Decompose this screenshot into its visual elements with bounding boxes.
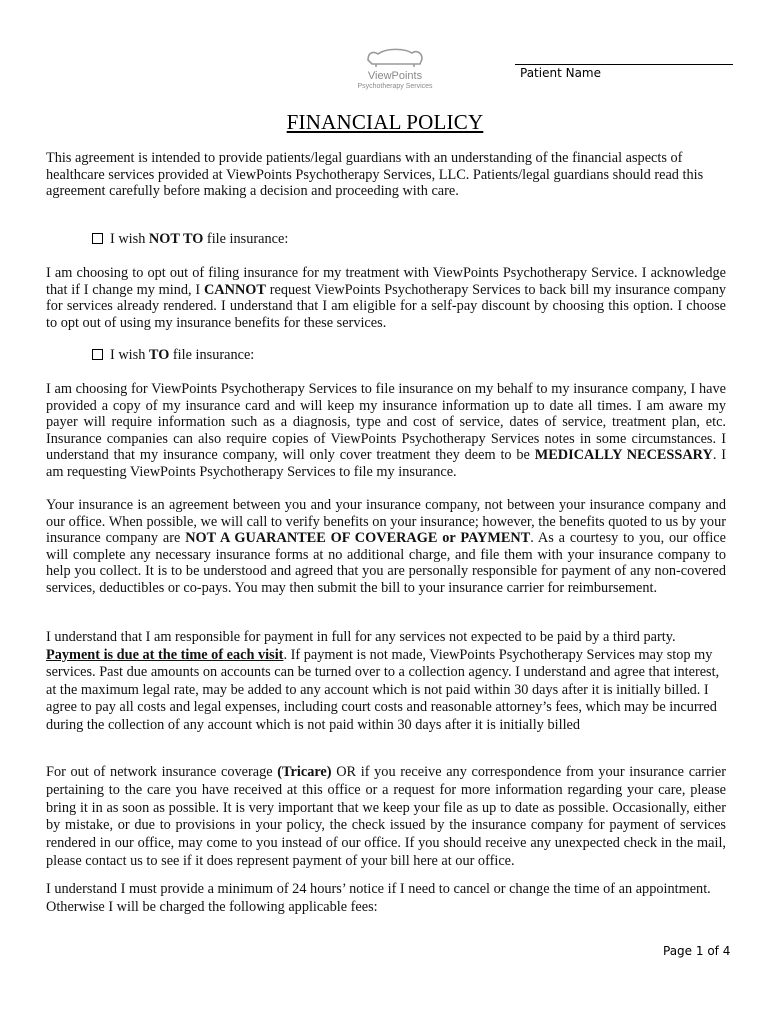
payment-paragraph [46, 629, 726, 735]
page-number: Page 1 of 4 [663, 944, 731, 958]
file-insurance-paragraph [46, 381, 726, 481]
option-not-emphasis: NOT TO [148, 231, 204, 247]
not-file-emphasis: CANNOT [203, 281, 266, 298]
option-not-pre: I wish [110, 231, 149, 247]
patient-name-label: Patient Name [520, 66, 601, 80]
not-file-text-a: I am choosing to opt out of filing insurance for my treatment with ViewPoints Psychotherapy Service. I acknowledge that if I change my mind, I [46, 265, 726, 298]
company-logo [350, 46, 440, 94]
not-file-paragraph [46, 265, 726, 331]
not-file-checkbox[interactable] [92, 233, 103, 244]
option-to-pre: I wish [110, 347, 149, 363]
page-title: FINANCIAL POLICY [286, 110, 484, 134]
oon-text-b: OR if you receive any correspondence from your insurance carrier pertaining to the care you have received at this office or a request for more information regarding your care, please bring it in as soon as possible. It is very important that we keep your file as up to date as possible. Occasionally, either by mistake, or due to provisions in your policy, the check issued by the insurance company for payment of services rendered in our office, may come to you instead of our office. If you should receive any unexpected check in the mail, please contact us to see if it does represent payment of your bill here at our office. [46, 764, 726, 869]
logo-name: ViewPoints [367, 70, 423, 82]
insurance-text-b: . As a courtesy to you, our office will complete any necessary insurance forms at no additional charge, and file them with your insurance company to help you collect. It is to be understood and agreed that you are personally responsible for payment of any non-covered services, deductibles or co-pays. You may then submit the bill to your insurance carrier for reimbursement. [46, 530, 726, 596]
logo-subtitle: Psychotherapy Services [357, 83, 433, 90]
option-not-file-insurance [92, 231, 288, 248]
oon-emphasis: (Tricare) [277, 764, 332, 780]
file-text-b: . I am requesting ViewPoints Psychotherapy Services to file my insurance. [46, 447, 726, 480]
not-file-text-b: request ViewPoints Psychotherapy Services to back bill my insurance company for services already rendered. I understand that I am eligible for a self-pay discount by choosing this option. I choose to opt out of using my insurance benefits for these services. [46, 281, 726, 331]
file-text-a: I am choosing for ViewPoints Psychotherapy Services to file insurance on my behalf to my insurance company, I have provided a copy of my insurance card and will keep my insurance information up to date all times. I am aware my payer will require information such as a diagnosis, type and cost of service, dates of service, treatment plan, etc. Insurance companies can also require copies of ViewPoints Psychotherapy Services notes in some circumstances. I understand that my insurance company, will only cover treatment they deem to be [46, 381, 726, 464]
oon-text-a: For out of network insurance coverage [46, 764, 278, 780]
option-file-insurance [92, 347, 254, 364]
option-not-post: file insurance: [203, 231, 289, 247]
insurance-emphasis: NOT A GUARANTEE OF COVERAGE or PAYMENT [185, 530, 531, 547]
payment-text-a: I understand that I am responsible for payment in full for any services not expected to be paid by a third party. [46, 629, 676, 645]
payment-emphasis: Payment is due at the time of each visit [46, 646, 284, 663]
insurance-text-a: Your insurance is an agreement between you and your insurance company, not between your insurance company and our office. When possible, we will call to verify benefits on your insurance; however, the benefits quoted to us by your insurance company are [46, 497, 726, 547]
insurance-agreement-paragraph [46, 497, 726, 597]
payment-text-b: . If payment is not made, ViewPoints Psychotherapy Services may stop my services. Past due amounts on accounts can be turned over to a collection agency. I understand and agree that interest, at the maximum legal rate, may be added to any account which is not paid within 30 days after it is initially billed. I agree to pay all costs and legal expenses, including court costs and reasonable attorney’s fees, which may be incurred during the collection of any account which is not paid within 30 days after it is initially billed [46, 646, 720, 733]
file-checkbox[interactable] [92, 349, 103, 360]
option-to-emphasis: TO [148, 347, 170, 363]
option-to-post: file insurance: [169, 347, 255, 363]
patient-name-line[interactable] [515, 64, 733, 65]
couch-icon [364, 46, 426, 68]
out-of-network-paragraph [46, 764, 726, 871]
file-emphasis: MEDICALLY NECESSARY [534, 447, 713, 464]
intro-paragraph: This agreement is intended to provide patients/legal guardians with an understanding of the financial aspects of healthcare services provided at ViewPoints Psychotherapy Services, LLC. Patients/legal guardians should read this agreement carefully before making a decision and proceeding with care. [46, 150, 704, 200]
cancellation-paragraph: I understand I must provide a minimum of 24 hours’ notice if I need to cancel or change the time of an appointment. Otherwise I will be charged the following applicable fees: [46, 881, 711, 915]
